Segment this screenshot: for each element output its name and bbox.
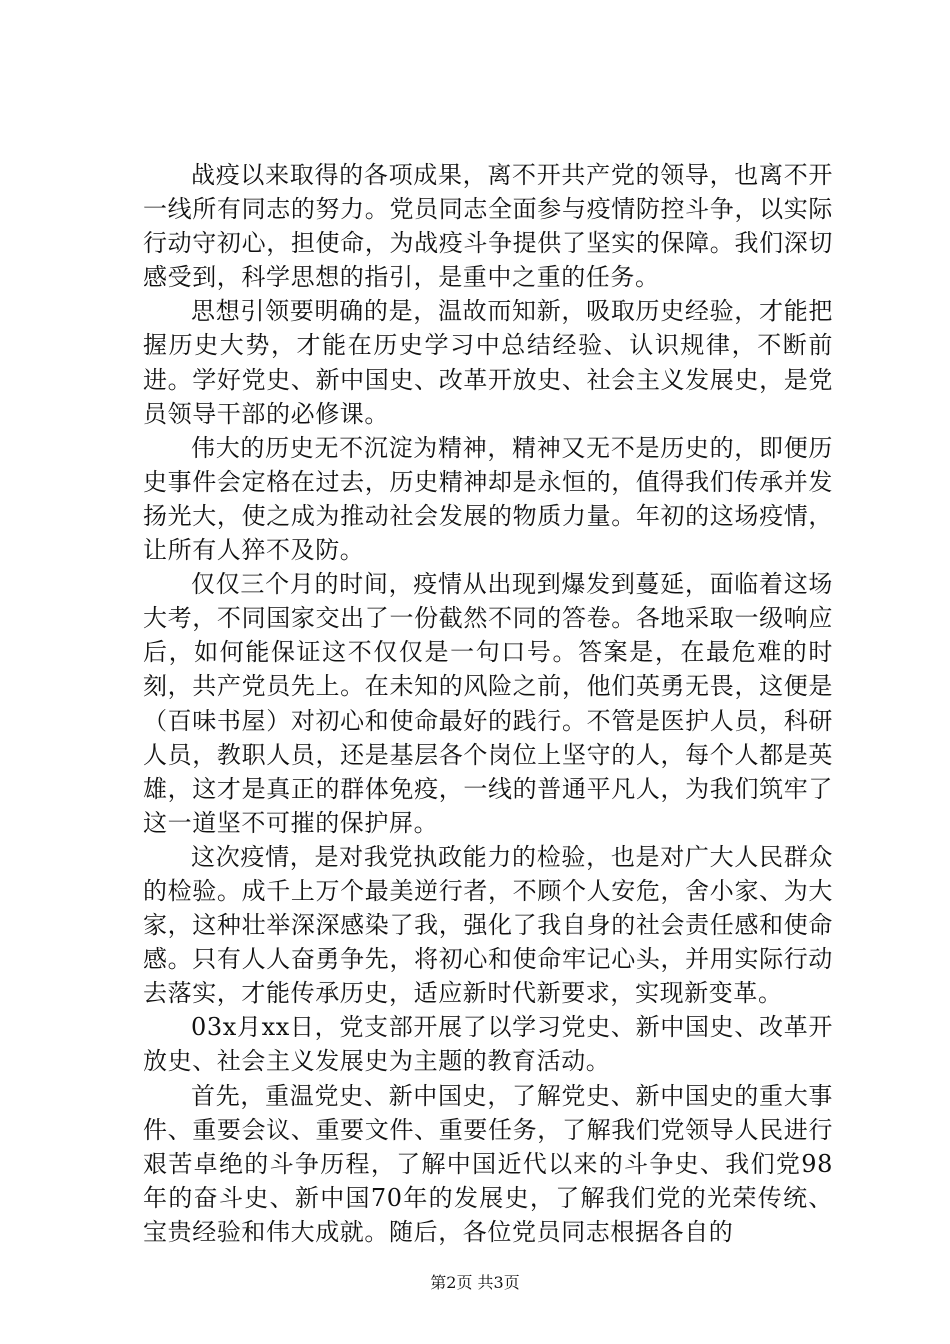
paragraph-1: 战疫以来取得的各项成果，离不开共产党的领导，也离不开一线所有同志的努力。党员同志全面参与疫情防控斗争，以实际行动守初心，担使命，为战疫斗争提供了坚实的保障。我们深切感受到，科学思想的指引，是重中之重的任务。: [143, 161, 833, 292]
paragraph-7: 首先，重温党史、新中国史，了解党史、新中国史的重大事件、重要会议、重要文件、重要任务，了解我们党领导人民进行艰苦卓绝的斗争历程，了解中国近代以来的斗争史、我们党98年的奋斗史、新中国70年的发展史，了解我们党的光荣传统、宝贵经验和伟大成就。随后，各位党员同志根据各自的: [143, 1081, 833, 1246]
document-body: [143, 158, 833, 1249]
paragraph-3: 伟大的历史无不沉淀为精神，精神又无不是历史的，即便历史事件会定格在过去，历史精神却是永恒的，值得我们传承并发扬光大，使之成为推动社会发展的物质力量。年初的这场疫情，让所有人猝不及防。: [143, 433, 833, 565]
paragraph-6: 03x月xx日，党支部开展了以学习党史、新中国史、改革开放史、社会主义发展史为主题的教育活动。: [143, 1013, 833, 1076]
paragraph-4: 仅仅三个月的时间，疫情从出现到爆发到蔓延，面临着这场大考，不同国家交出了一份截然不同的答卷。各地采取一级响应后，如何能保证这不仅仅是一句口号。答案是，在最危难的时刻，共产党员先上。在未知的风险之前，他们英勇无畏，这便是（百味书屋）对初心和使命最好的践行。不管是医护人员，科研人员，教职人员，还是基层各个岗位上坚守的人，每个人都是英雄，这才是真正的群体免疫，一线的普通平凡人，为我们筑牢了这一道坚不可摧的保护屏。: [143, 570, 833, 837]
page-footer: 第2页 共3页: [430, 1273, 520, 1292]
paragraph-5: 这次疫情，是对我党执政能力的检验，也是对广大人民群众的检验。成千上万个最美逆行者，不顾个人安危，舍小家、为大家，这种壮举深深感染了我，强化了我自身的社会责任感和使命感。只有人人奋勇争先，将初心和使命牢记心头，并用实际行动去落实，才能传承历史，适应新时代新要求，实现新变革。: [143, 842, 833, 1008]
paragraph-2: 思想引领要明确的是，温故而知新，吸取历史经验，才能把握历史大势，才能在历史学习中总结经验、认识规律，不断前进。学好党史、新中国史、改革开放史、社会主义发展史，是党员领导干部的必修课。: [143, 297, 833, 428]
